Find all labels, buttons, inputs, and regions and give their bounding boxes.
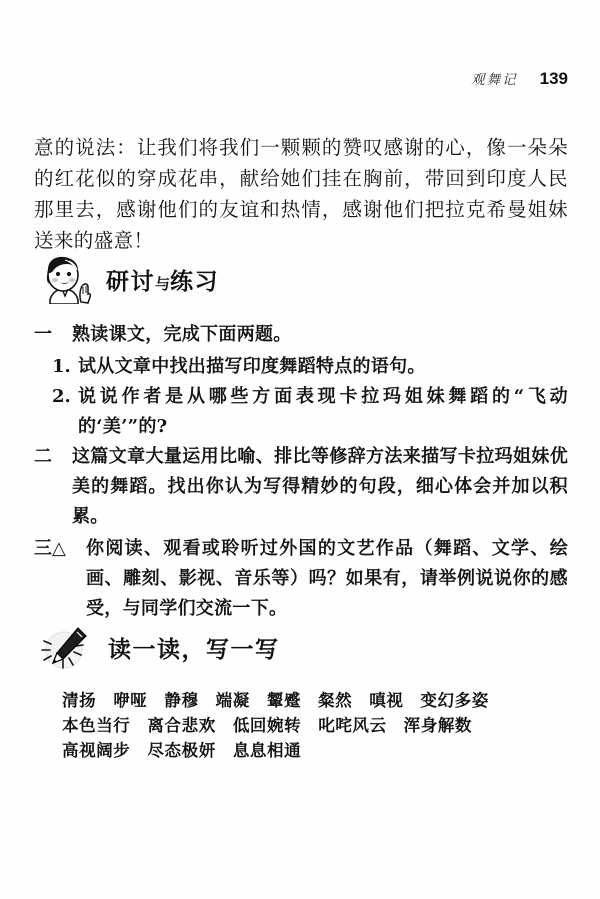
- subitem-text: 试从文章中找出描写印度舞蹈特点的语句。: [78, 356, 426, 377]
- exercise-marker: 一: [34, 324, 53, 345]
- subitem-marker: 2.: [52, 386, 71, 407]
- exercise-item-3: [34, 534, 568, 624]
- exercise-text: 这篇文章大量运用比喻、排比等修辞方法来描写卡拉玛姐妹优美的舞蹈。找出你认为写得精妙的句段，细心体会并加以积累。: [72, 446, 568, 527]
- section-heading-readwrite: [38, 622, 280, 672]
- exercise-item-2: [34, 442, 568, 532]
- vocabulary-word: 息息相通: [232, 741, 302, 760]
- vocabulary-word: 离合悲欢: [147, 716, 216, 735]
- vocabulary-word: 静穆: [164, 691, 199, 710]
- exercise-item-1: [34, 320, 568, 350]
- vocabulary-row: [62, 713, 562, 738]
- body-text-block: [34, 112, 568, 275]
- subitem-text: 说说作者是从哪些方面表现卡拉玛姐妹舞蹈的“飞动的‘美’”的?: [78, 386, 568, 437]
- vocabulary-row: [62, 738, 562, 763]
- vocabulary-word: 粲然: [318, 691, 353, 710]
- exercise-marker-with-triangle: 三△: [34, 538, 66, 559]
- exercise-1-subitems: [34, 352, 568, 442]
- pencil-icon: [38, 622, 94, 672]
- vocabulary-word: 嗔视: [369, 691, 404, 710]
- vocabulary-word: 叱咤风云: [318, 716, 387, 735]
- vocabulary-word: 端凝: [215, 691, 250, 710]
- exercise-text: 你阅读、观看或聆听过外国的文艺作品（舞蹈、文学、绘画、雕刻、影视、音乐等）吗？如果有，请举例说说你的感受，与同学们交流一下。: [86, 538, 568, 619]
- vocabulary-word: 低回婉转: [232, 716, 302, 735]
- vocabulary-word: 本色当行: [62, 716, 131, 735]
- running-head: [471, 68, 568, 89]
- subitem-marker: 1.: [52, 356, 71, 377]
- vocabulary-list: [62, 688, 562, 763]
- exercise-marker: 二: [34, 446, 53, 467]
- exercise-subitem: [34, 382, 568, 442]
- child-face-icon: [36, 254, 92, 304]
- running-head-title: 观舞记: [471, 72, 518, 88]
- vocabulary-word: 咿哑: [113, 691, 148, 710]
- section-title-discuss-conj: 与: [155, 274, 171, 293]
- exercise-list: [34, 320, 568, 626]
- vocabulary-word: 清扬: [62, 691, 97, 710]
- section-title-readwrite: 读一读，写一写: [108, 636, 280, 663]
- section-title-discuss: [106, 263, 219, 296]
- vocabulary-word: 尽态极妍: [147, 741, 216, 760]
- section-heading-discuss: [36, 254, 219, 304]
- section-title-discuss-part1: 研讨: [106, 268, 155, 295]
- page-number: 139: [539, 69, 568, 88]
- vocabulary-word: 高视阔步: [62, 741, 131, 760]
- exercise-text: 熟读课文，完成下面两题。: [72, 324, 292, 345]
- vocabulary-word: 浑身解数: [403, 716, 473, 735]
- vocabulary-word: 颦蹙: [266, 691, 302, 710]
- exercise-subitem: [34, 352, 568, 382]
- vocabulary-row: [62, 688, 562, 713]
- section-title-discuss-part2: 练习: [170, 268, 220, 295]
- vocabulary-word: 变幻多姿: [420, 691, 489, 710]
- body-paragraph: 意的说法：让我们将我们一颗颗的赞叹感谢的心，像一朵朵的红花似的穿成花串，献给她们挂在胸前，带回到印度人民那里去，感谢他们的友谊和热情，感谢他们把拉克希曼姐妹送来的盛意！: [34, 135, 568, 252]
